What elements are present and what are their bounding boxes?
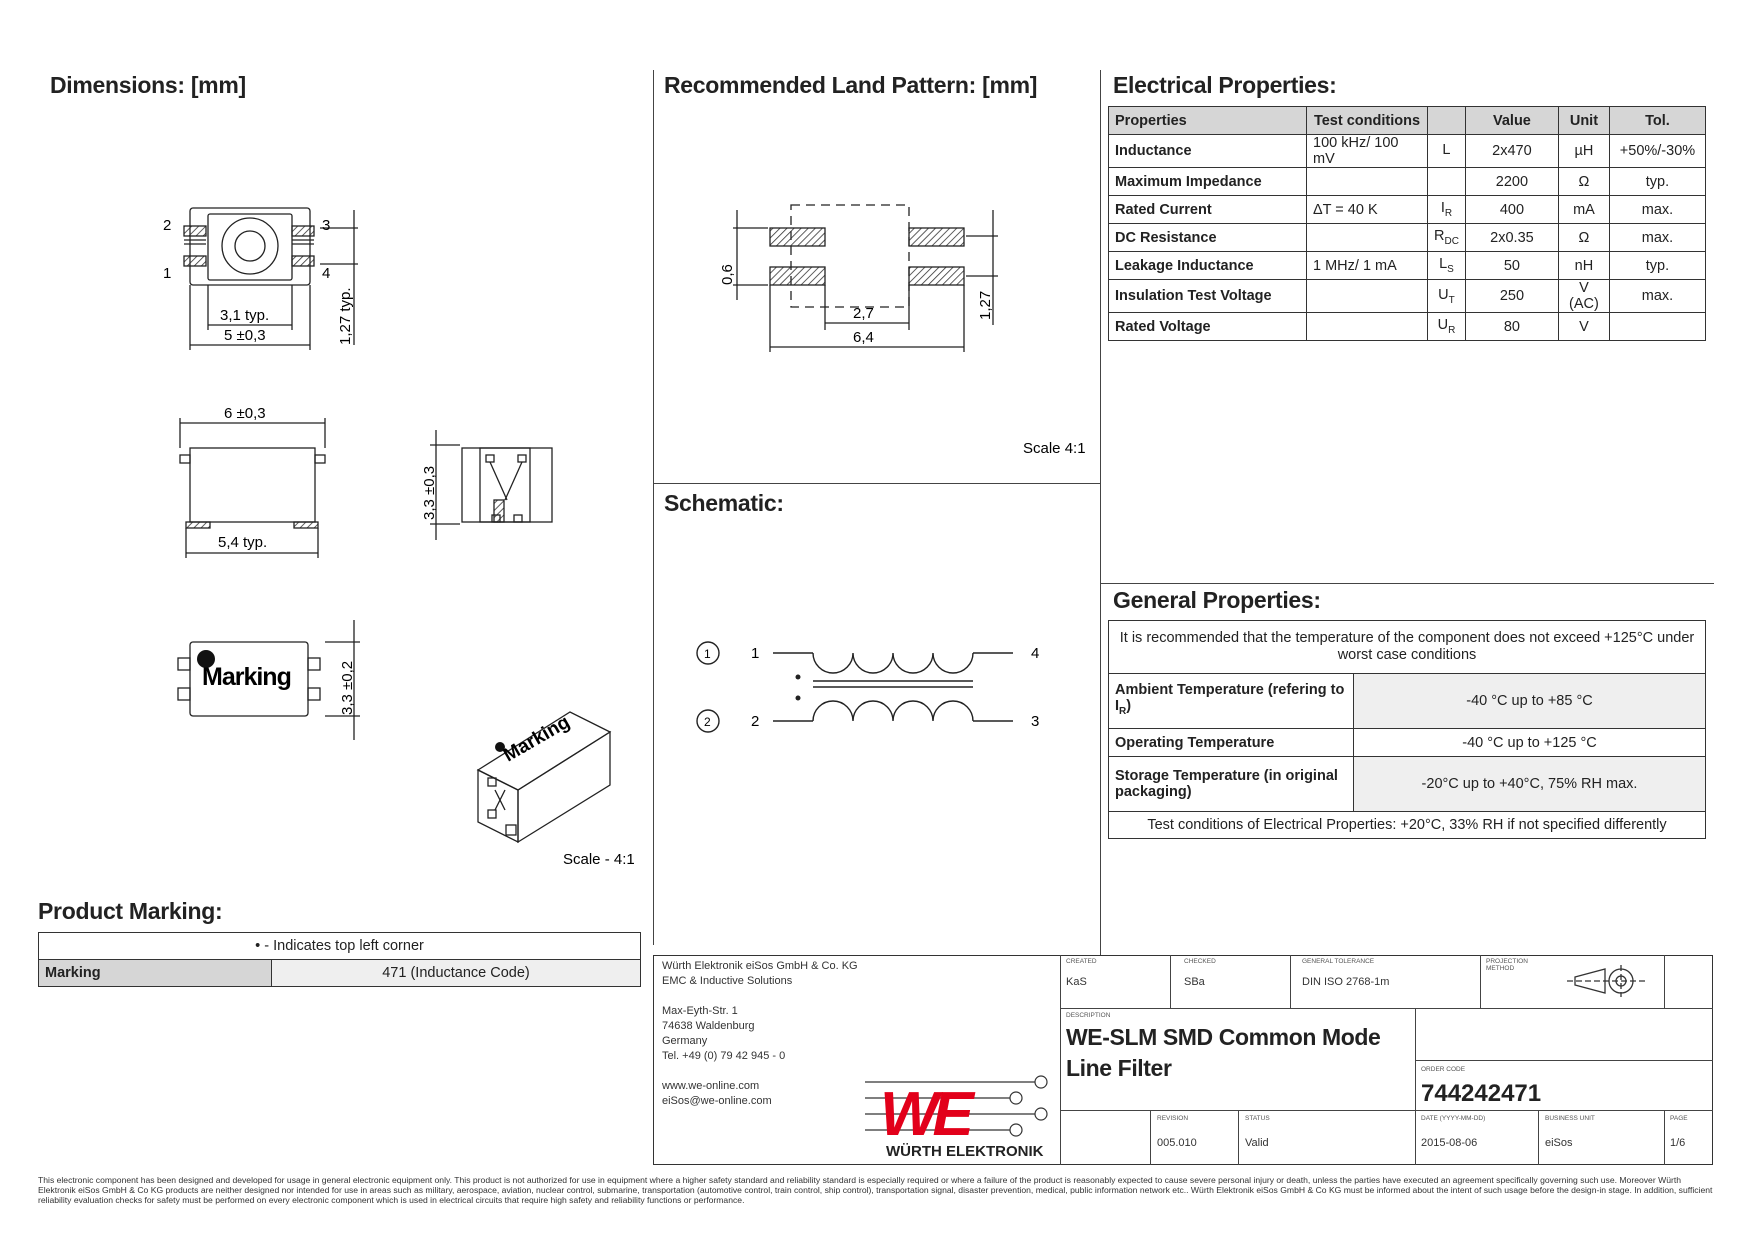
- created-value: KaS: [1066, 976, 1087, 988]
- pin-3-label: 3: [322, 217, 331, 234]
- electrical-row: [1109, 313, 1706, 341]
- storage-temp-label: Storage Temperature (in original packaging): [1109, 757, 1354, 812]
- dim-1-27: 1,27 typ.: [337, 287, 354, 345]
- header-symbol: [1428, 107, 1466, 135]
- svg-text:WE: WE: [880, 1080, 968, 1149]
- schematic-pin-4: 4: [1031, 645, 1040, 662]
- address-city: 74638 Waldenburg: [662, 1020, 755, 1032]
- electrical-unit: V: [1558, 313, 1609, 341]
- electrical-symbol: L: [1428, 135, 1466, 168]
- schematic-circle-1: 1: [704, 647, 711, 661]
- electrical-symbol: $U_R$: [1428, 313, 1466, 341]
- iso-marking-text: Marking: [500, 711, 574, 767]
- schematic-pin-3: 3: [1031, 713, 1040, 730]
- header-value: Value: [1465, 107, 1558, 135]
- dimensions-heading: Dimensions: [mm]: [50, 72, 246, 98]
- email-link[interactable]: eiSos@we-online.com: [662, 1095, 772, 1107]
- general-properties-table: [1108, 620, 1706, 839]
- electrical-row: [1109, 168, 1706, 196]
- electrical-condition: [1307, 224, 1428, 252]
- lp-dim-0-6: 0,6: [719, 264, 736, 285]
- product-marking-value: 471 (Inductance Code): [272, 960, 641, 987]
- lp-dim-2-7: 2,7: [853, 305, 874, 322]
- page-value: 1/6: [1670, 1137, 1686, 1149]
- dim-5: 5 ±0,3: [224, 327, 266, 344]
- electrical-condition: 100 kHz/ 100 mV: [1307, 135, 1428, 168]
- electrical-tolerance: typ.: [1609, 168, 1705, 196]
- product-marking-label: Marking: [39, 960, 272, 987]
- electrical-heading: Electrical Properties:: [1113, 72, 1337, 98]
- revision-value: 005.010: [1157, 1137, 1197, 1149]
- address-street: Max-Eyth-Str. 1: [662, 1005, 738, 1017]
- electrical-row: [1109, 135, 1706, 168]
- status-label: STATUS: [1245, 1115, 1270, 1122]
- schematic-circle-2: 2: [704, 715, 711, 729]
- disclaimer: This electronic component has been designed and developed for usage in general electronic equipment only. This product is not authorized for use in equipment where a higher safety standard and reliability standard is especially required or where a failure of the product is reasonably expected to cause severe personal injury or death, unless the parties have executed an agreement specifically governing such use. Moreover Würth Elektronik eiSos GmbH & Co KG products are neither designed nor intended for use in areas such as military, aerospace, aviation, nuclear control, submarine, transportation (automotive control, train control, ship control), transportation signal, disaster prevention, medical, public information network etc.. Würth Elektronik eiSos GmbH & Co KG must be informed about the intent of such usage before the design-in stage. In addition, sufficient reliability evaluation checks for safety must be performed on every electronic component which is used in electrical circuits that require high safety and reliability functions or performance.: [38, 1175, 1713, 1205]
- electrical-condition: [1307, 313, 1428, 341]
- product-marking-note: • - Indicates top left corner: [39, 933, 641, 960]
- land-pattern-drawing: [653, 100, 1100, 480]
- electrical-condition: ΔT = 40 K: [1307, 196, 1428, 224]
- electrical-property: DC Resistance: [1109, 224, 1307, 252]
- company-name: Würth Elektronik eiSos GmbH & Co. KG: [662, 960, 858, 972]
- date-label: DATE (YYYY-MM-DD): [1421, 1115, 1486, 1122]
- electrical-properties-table: [1108, 106, 1706, 341]
- electrical-header-row: [1109, 107, 1706, 135]
- divider-general: [1100, 583, 1714, 584]
- website-link[interactable]: www.we-online.com: [662, 1080, 760, 1092]
- lp-dim-6-4: 6,4: [853, 329, 874, 346]
- electrical-unit: V (AC): [1558, 280, 1609, 313]
- electrical-tolerance: max.: [1609, 280, 1705, 313]
- electrical-value: 2x470: [1465, 135, 1558, 168]
- electrical-condition: 1 MHz/ 1 mA: [1307, 252, 1428, 280]
- electrical-tolerance: +50%/-30%: [1609, 135, 1705, 168]
- electrical-value: 2x0.35: [1465, 224, 1558, 252]
- product-marking-heading: Product Marking:: [38, 898, 223, 924]
- pin-1-label: 1: [163, 265, 172, 282]
- ambient-temp-value: -40 °C up to +85 °C: [1354, 674, 1706, 729]
- divider-right: [1100, 70, 1101, 955]
- pin-2-label: 2: [163, 217, 172, 234]
- projection-label: PROJECTION METHOD: [1486, 958, 1528, 972]
- electrical-symbol: $U_T$: [1428, 280, 1466, 313]
- electrical-property: Inductance: [1109, 135, 1307, 168]
- electrical-tolerance: typ.: [1609, 252, 1705, 280]
- description-label: DESCRIPTION: [1066, 1012, 1111, 1019]
- pin-4-label: 4: [322, 265, 331, 282]
- electrical-symbol: $I_R$: [1428, 196, 1466, 224]
- divider-schematic: [653, 483, 1100, 484]
- header-tol: Tol.: [1609, 107, 1705, 135]
- marking-text: Marking: [202, 663, 291, 691]
- general-note: It is recommended that the temperature of the component does not exceed +125°C under worst case conditions: [1109, 621, 1706, 674]
- electrical-row: [1109, 252, 1706, 280]
- land-pattern-heading: Recommended Land Pattern: [mm]: [664, 72, 1038, 98]
- page-label: PAGE: [1670, 1115, 1688, 1122]
- checked-value: SBa: [1184, 976, 1205, 988]
- business-unit-label: BUSINESS UNIT: [1545, 1115, 1595, 1122]
- electrical-symbol: $R_{DC}$: [1428, 224, 1466, 252]
- electrical-property: Insulation Test Voltage: [1109, 280, 1307, 313]
- general-heading: General Properties:: [1113, 587, 1321, 613]
- dim-6: 6 ±0,3: [224, 405, 266, 422]
- electrical-unit: µH: [1558, 135, 1609, 168]
- checked-label: CHECKED: [1184, 958, 1216, 965]
- electrical-tolerance: max.: [1609, 196, 1705, 224]
- projection-icon: [1565, 963, 1650, 999]
- electrical-symbol: [1428, 168, 1466, 196]
- dimensions-drawing: [0, 0, 653, 890]
- electrical-row: [1109, 224, 1706, 252]
- status-value: Valid: [1245, 1137, 1269, 1149]
- electrical-tolerance: max.: [1609, 224, 1705, 252]
- order-code-label: ORDER CODE: [1421, 1066, 1466, 1073]
- schematic-pin-2: 2: [751, 713, 760, 730]
- land-pattern-scale: Scale 4:1: [1023, 440, 1086, 457]
- created-label: CREATED: [1066, 958, 1097, 965]
- company-division: EMC & Inductive Solutions: [662, 975, 793, 987]
- we-logo: [860, 1070, 1055, 1162]
- electrical-tolerance: [1609, 313, 1705, 341]
- description-value: WE-SLM SMD Common Mode Line Filter: [1066, 1024, 1381, 1081]
- dim-3-3-end: 3,3 ±0,3: [421, 465, 438, 520]
- electrical-value: 80: [1465, 313, 1558, 341]
- dim-5-4: 5,4 typ.: [218, 534, 268, 551]
- general-footer: Test conditions of Electrical Properties: +20°C, 33% RH if not specified differently: [1109, 812, 1706, 839]
- order-code-value: 744242471: [1421, 1080, 1542, 1107]
- electrical-property: Rated Voltage: [1109, 313, 1307, 341]
- ambient-temp-label: Ambient Temperature (refering to $I_R$): [1109, 674, 1354, 729]
- address-country: Germany: [662, 1035, 708, 1047]
- tolerance-label: GENERAL TOLERANCE: [1302, 958, 1375, 965]
- date-value: 2015-08-06: [1421, 1137, 1478, 1149]
- electrical-unit: Ω: [1558, 168, 1609, 196]
- operating-temp-value: -40 °C up to +125 °C: [1354, 729, 1706, 757]
- storage-temp-value: -20°C up to +40°C, 75% RH max.: [1354, 757, 1706, 812]
- electrical-value: 50: [1465, 252, 1558, 280]
- top-view: [184, 208, 358, 350]
- header-test-conditions: Test conditions: [1307, 107, 1428, 135]
- electrical-unit: Ω: [1558, 224, 1609, 252]
- schematic-heading: Schematic:: [664, 490, 784, 516]
- dim-3-1: 3,1 typ.: [220, 307, 270, 324]
- electrical-property: Maximum Impedance: [1109, 168, 1307, 196]
- header-unit: Unit: [1558, 107, 1609, 135]
- electrical-row: [1109, 196, 1706, 224]
- schematic-drawing: [653, 620, 1100, 750]
- logo-text: WÜRTH ELEKTRONIK: [886, 1143, 1044, 1160]
- electrical-property: Rated Current: [1109, 196, 1307, 224]
- electrical-row: [1109, 280, 1706, 313]
- electrical-value: 400: [1465, 196, 1558, 224]
- revision-label: REVISION: [1157, 1115, 1189, 1122]
- phone: Tel. +49 (0) 79 42 945 - 0: [662, 1050, 786, 1062]
- product-marking-table: [38, 932, 641, 987]
- header-properties: Properties: [1109, 107, 1307, 135]
- schematic-pin-1: 1: [751, 645, 760, 662]
- tolerance-value: DIN ISO 2768-1m: [1302, 976, 1390, 988]
- dimensions-scale: Scale - 4:1: [563, 851, 635, 868]
- electrical-condition: [1307, 168, 1428, 196]
- electrical-unit: nH: [1558, 252, 1609, 280]
- electrical-unit: mA: [1558, 196, 1609, 224]
- electrical-condition: [1307, 280, 1428, 313]
- electrical-value: 250: [1465, 280, 1558, 313]
- end-view: [430, 430, 552, 540]
- lp-dim-1-27: 1,27: [977, 290, 994, 320]
- dim-3-3-mark: 3,3 ±0,2: [339, 660, 356, 715]
- electrical-property: Leakage Inductance: [1109, 252, 1307, 280]
- electrical-value: 2200: [1465, 168, 1558, 196]
- operating-temp-label: Operating Temperature: [1109, 729, 1354, 757]
- business-unit-value: eiSos: [1545, 1137, 1573, 1149]
- electrical-symbol: $L_S$: [1428, 252, 1466, 280]
